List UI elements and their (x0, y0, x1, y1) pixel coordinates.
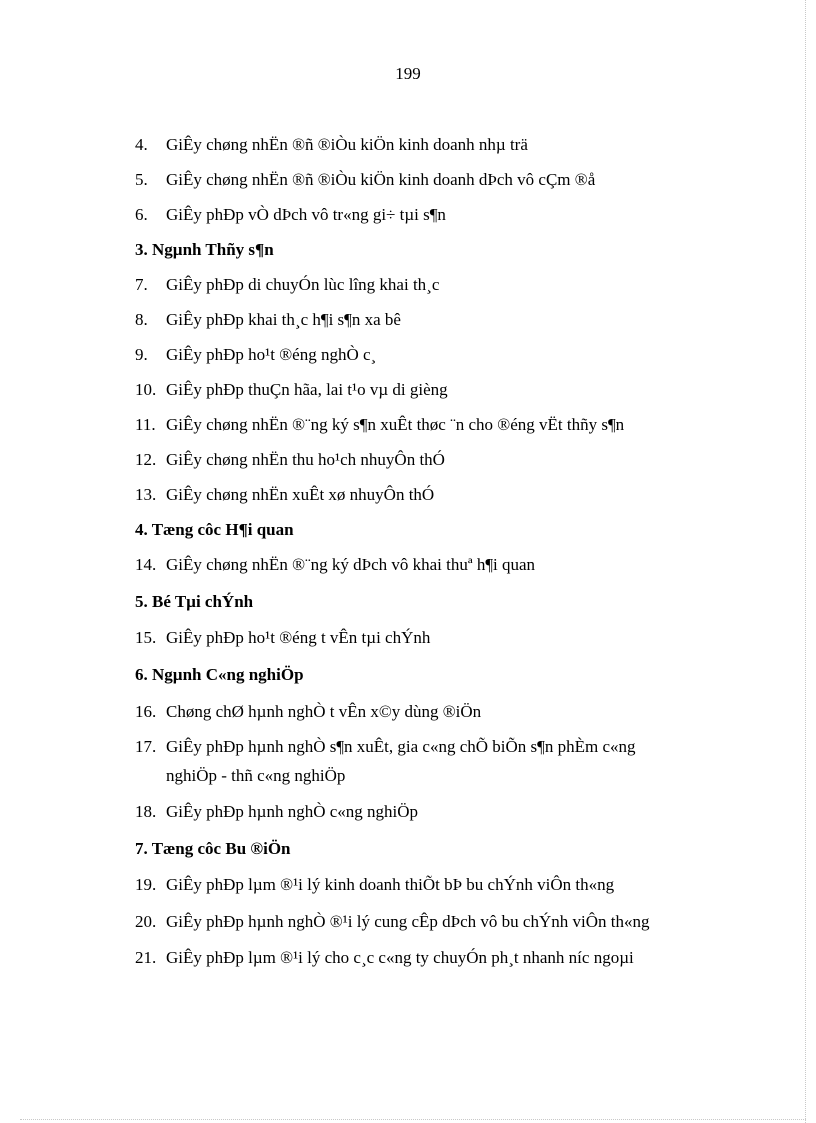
list-item (135, 170, 596, 190)
list-item (135, 275, 440, 295)
item-number: 5. (135, 170, 148, 189)
item-text: GiÊy chøng nhËn ®¨ng ký s¶n xuÊt thøc ¨n cho ®éng vËt thñy s¶n (166, 415, 625, 434)
list-item (135, 737, 636, 757)
list-item (135, 875, 615, 895)
item-number: 16. (135, 702, 157, 721)
section-heading: 5. Bé Tµi chÝnh (135, 592, 254, 611)
item-text: GiÊy chøng nhËn ®¨ng ký dÞch vô khai thuª h¶i quan (166, 555, 536, 574)
item-text: GiÊy chøng nhËn thu ho¹ch nhuyÔn thÓ (166, 450, 445, 469)
item-number: 4. (135, 135, 148, 154)
item-text: GiÊy chøng nhËn xuÊt xø nhuyÔn thÓ (166, 485, 435, 504)
page-edge-bottom (20, 1119, 806, 1120)
list-item (135, 310, 401, 330)
list-item (135, 380, 448, 400)
list-item (135, 135, 528, 155)
page-number: 199 (395, 64, 421, 83)
item-number: 10. (135, 380, 157, 399)
section-heading: 4. Tæng côc H¶i quan (135, 520, 294, 539)
list-item (135, 345, 377, 365)
list-item (135, 205, 446, 225)
item-number: 17. (135, 737, 157, 756)
item-text: GiÊy phÐp thuÇn hãa, lai t¹o vµ di gièng (166, 380, 448, 399)
item-text: GiÊy phÐp ho¹t ®éng nghÒ c¸ (166, 345, 377, 364)
list-item (135, 415, 625, 435)
list-item (135, 802, 419, 822)
list-item (135, 948, 634, 968)
item-text: GiÊy phÐp hµnh nghÒ ®¹i lý cung cÊp dÞch vô bu chÝnh viÔn th«ng (166, 912, 650, 931)
item-text: Chøng chØ hµnh nghÒ t vÊn x©y dùng ®iÖn (166, 702, 482, 721)
item-text: GiÊy phÐp hµnh nghÒ s¶n xuÊt, gia c«ng chÕ biÕn s¶n phÈm c«ng (166, 737, 636, 756)
item-number: 7. (135, 275, 148, 294)
item-number: 20. (135, 912, 157, 931)
item-text-continuation: nghiÖp - thñ c«ng nghiÖp (166, 766, 346, 785)
item-number: 15. (135, 628, 157, 647)
item-number: 14. (135, 555, 157, 574)
list-item (135, 702, 482, 722)
list-item (135, 912, 650, 932)
item-number: 21. (135, 948, 157, 967)
item-text: GiÊy phÐp lµm ®¹i lý kinh doanh thiÕt bÞ bu chÝnh viÔn th«ng (166, 875, 615, 894)
list-item (135, 555, 536, 575)
item-text: GiÊy chøng nhËn ®ñ ®iÒu kiÖn kinh doanh dÞch vô cÇm ®å (166, 170, 596, 189)
list-item (135, 485, 435, 505)
item-number: 8. (135, 310, 148, 329)
page-edge-right (805, 0, 806, 1123)
item-number: 12. (135, 450, 157, 469)
item-text: GiÊy phÐp khai th¸c h¶i s¶n xa bê (166, 310, 401, 329)
section-heading: 6. Ngµnh C«ng nghiÖp (135, 665, 304, 684)
item-text: GiÊy phÐp vÒ dÞch vô tr«ng gi÷ tµi s¶n (166, 205, 446, 224)
item-number: 13. (135, 485, 157, 504)
item-number: 9. (135, 345, 148, 364)
section-heading: 3. Ngµnh Thñy s¶n (135, 240, 274, 259)
item-number: 6. (135, 205, 148, 224)
list-item (135, 628, 431, 648)
section-heading: 7. Tæng côc Bu ®iÖn (135, 839, 291, 858)
item-text: GiÊy phÐp lµm ®¹i lý cho c¸c c«ng ty chuyÓn ph¸t nhanh níc ngoµi (166, 948, 634, 967)
item-text: GiÊy phÐp hµnh nghÒ c«ng nghiÖp (166, 802, 419, 821)
item-text: GiÊy phÐp ho¹t ®éng t vÊn tµi chÝnh (166, 628, 431, 647)
list-item (135, 450, 445, 470)
item-number: 19. (135, 875, 157, 894)
item-number: 11. (135, 415, 156, 434)
item-text: GiÊy chøng nhËn ®ñ ®iÒu kiÖn kinh doanh nhµ trä (166, 135, 528, 154)
item-text: GiÊy phÐp di chuyÓn lùc lîng khai th¸c (166, 275, 440, 294)
item-number: 18. (135, 802, 157, 821)
